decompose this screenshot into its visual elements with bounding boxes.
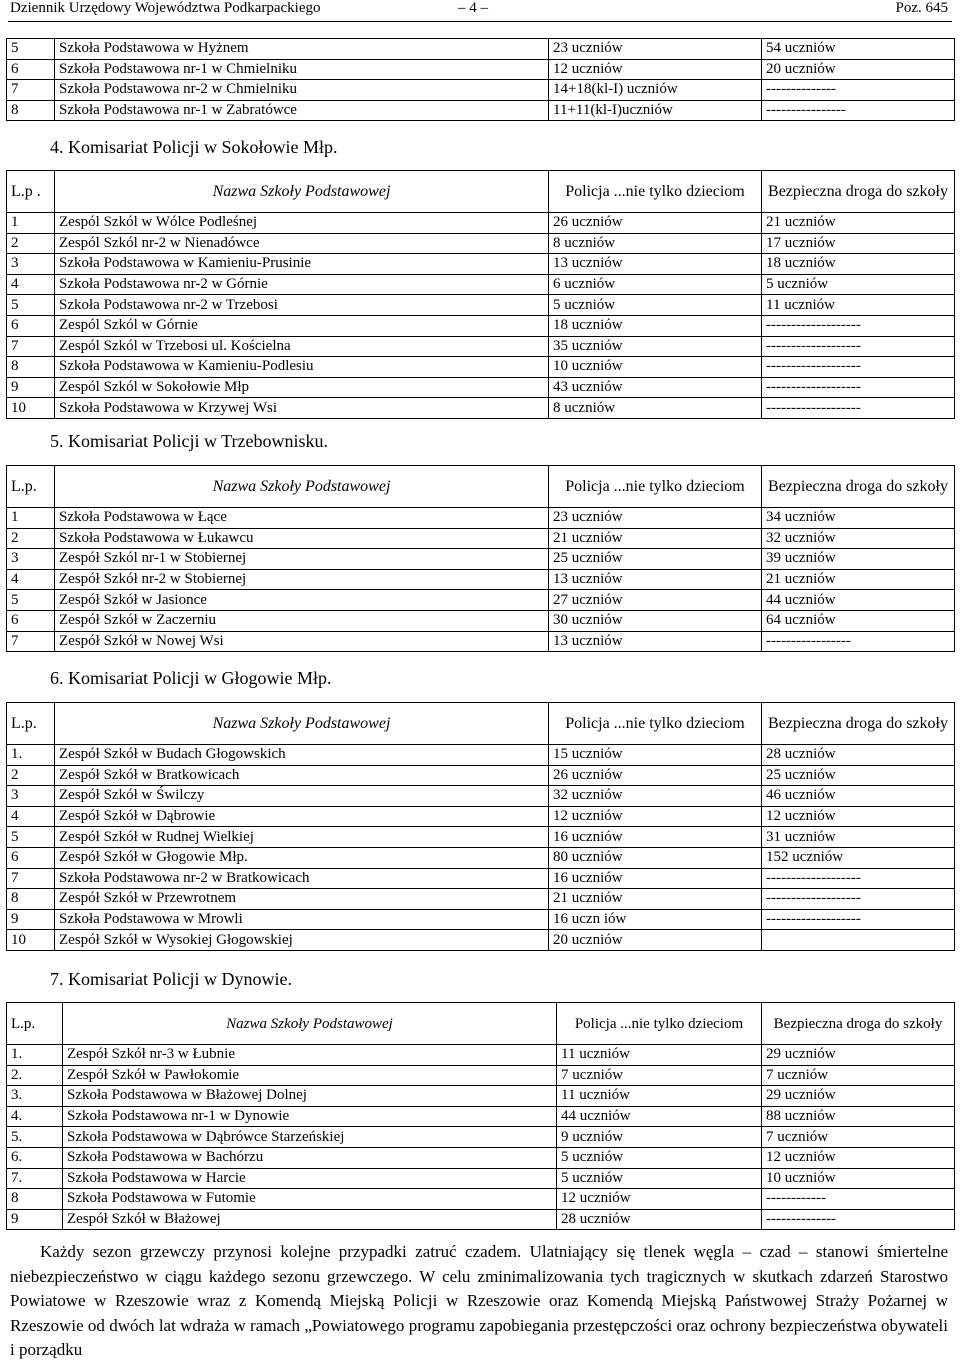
row-lp: 1.	[7, 1045, 63, 1066]
row-school-name: Szkoła Podstawowa nr-2 w Bratkowicach	[55, 868, 549, 889]
table-header-row	[7, 703, 955, 745]
row-road-count: 88 uczniów	[762, 1106, 955, 1127]
row-lp: 8	[7, 100, 55, 121]
row-police-count: 11 uczniów	[557, 1045, 762, 1066]
row-school-name: Zespół Szkół w Budach Głogowskich	[55, 745, 549, 766]
row-school-name: Szkoła Podstawowa w Łukawcu	[55, 528, 549, 549]
header-page-number: – 4 –	[458, 0, 488, 16]
table-row	[7, 528, 955, 549]
page-header	[0, 0, 960, 22]
row-road-count: -------------------	[762, 398, 955, 419]
row-lp: 5	[7, 295, 55, 316]
table-row	[7, 1127, 955, 1148]
row-school-name: Zespół Szkół w Świlczy	[55, 786, 549, 807]
table-row	[7, 847, 955, 868]
row-road-count: 46 uczniów	[762, 786, 955, 807]
table-row	[7, 295, 955, 316]
row-lp: 2.	[7, 1065, 63, 1086]
column-header-lp: L.p .	[7, 171, 55, 213]
school-table-dynow	[6, 1002, 955, 1230]
table-row	[7, 274, 955, 295]
table-row	[7, 1147, 955, 1168]
column-header-name: Nazwa Szkoły Podstawowej	[55, 703, 549, 745]
row-road-count: 39 uczniów	[762, 549, 955, 570]
row-school-name: Zespół Szkół w Pawłokomie	[63, 1065, 557, 1086]
row-lp: 9	[7, 377, 55, 398]
column-header-road: Bezpieczna droga do szkoły	[762, 171, 955, 213]
row-school-name: Szkoła Podstawowa nr-2 w Górnie	[55, 274, 549, 295]
table-row	[7, 508, 955, 529]
row-school-name: Zespół Szkół nr-3 w Łubnie	[63, 1045, 557, 1066]
table-row	[7, 590, 955, 611]
row-road-count: 7 uczniów	[762, 1127, 955, 1148]
row-school-name: Szkoła Podstawowa w Łące	[55, 508, 549, 529]
school-table-continued	[6, 38, 955, 121]
row-police-count: 21 uczniów	[549, 889, 762, 910]
column-header-police: Policja ...nie tylko dzieciom	[557, 1003, 762, 1045]
row-school-name: Szkoła Podstawowa nr-1 w Dynowie	[63, 1106, 557, 1127]
row-police-count: 8 uczniów	[549, 398, 762, 419]
row-police-count: 11+11(kl-I)uczniów	[549, 100, 762, 121]
school-table-glogow	[6, 702, 955, 951]
row-lp: 5	[7, 590, 55, 611]
row-police-count: 13 uczniów	[549, 631, 762, 652]
row-road-count: ----------------	[762, 100, 955, 121]
row-lp: 3.	[7, 1086, 63, 1107]
row-school-name: Szkoła Podstawowa nr-2 w Chmielniku	[55, 80, 549, 101]
row-police-count: 28 uczniów	[557, 1209, 762, 1230]
row-police-count: 15 uczniów	[549, 745, 762, 766]
row-road-count: -------------------	[762, 315, 955, 336]
table-header-row	[7, 171, 955, 213]
row-road-count: -------------------	[762, 336, 955, 357]
paragraph-text: Każdy sezon grzewczy przynosi kolejne przypadki zatruć czadem. Ulatniający się tlenek węgla – czad – stanowi śmiertelne niebezpieczeństwo w ciągu każdego sezonu grzewczego. W celu zminimalizowania tych tragicznych w skutkach zdarzeń Starostwo Powiatowe w Rzeszowie wraz z Komendą Miejską Policji w Rzeszowie oraz Komendą Miejską Państwowej Straży Pożarnej w Rzeszowie od dwóch lat wdraża w ramach „Powiatowego programu zapobiegania przestępczości oraz ochrony bezpieczeństwa obywateli i porządku	[10, 1242, 948, 1360]
row-road-count: 20 uczniów	[762, 59, 955, 80]
row-lp: 6	[7, 847, 55, 868]
row-road-count: 17 uczniów	[762, 233, 955, 254]
table-row	[7, 336, 955, 357]
row-road-count: 29 uczniów	[762, 1045, 955, 1066]
table-row	[7, 745, 955, 766]
row-police-count: 43 uczniów	[549, 377, 762, 398]
row-road-count: -----------------	[762, 631, 955, 652]
row-lp: 7	[7, 631, 55, 652]
row-road-count: -------------------	[762, 909, 955, 930]
table-row	[7, 315, 955, 336]
row-police-count: 8 uczniów	[549, 233, 762, 254]
row-road-count: -------------------	[762, 357, 955, 378]
row-lp: 3	[7, 254, 55, 275]
table-row	[7, 213, 955, 234]
row-police-count: 16 uczn iów	[549, 909, 762, 930]
column-header-name: Nazwa Szkoły Podstawowej	[55, 171, 549, 213]
row-police-count: 26 uczniów	[549, 765, 762, 786]
row-lp: 3	[7, 549, 55, 570]
row-lp: 2	[7, 528, 55, 549]
row-school-name: Zespół Szkół w Rudnej Wielkiej	[55, 827, 549, 848]
row-road-count: 10 uczniów	[762, 1168, 955, 1189]
row-school-name: Zespół Szkół w Bratkowicach	[55, 765, 549, 786]
column-header-police: Policja ...nie tylko dzieciom	[549, 703, 762, 745]
table-row	[7, 1045, 955, 1066]
row-school-name: Szkoła Podstawowa w Błażowej Dolnej	[63, 1086, 557, 1107]
row-school-name: Szkoła Podstawowa w Futomie	[63, 1189, 557, 1210]
row-road-count: ------------	[762, 1189, 955, 1210]
row-lp: 6.	[7, 1147, 63, 1168]
row-lp: 8	[7, 889, 55, 910]
table-row	[7, 80, 955, 101]
row-lp: 5.	[7, 1127, 63, 1148]
row-lp: 3	[7, 786, 55, 807]
row-police-count: 20 uczniów	[549, 930, 762, 951]
table-row	[7, 1209, 955, 1230]
table-row	[7, 569, 955, 590]
table-row	[7, 930, 955, 951]
table-header-row	[7, 466, 955, 508]
row-police-count: 12 uczniów	[557, 1189, 762, 1210]
table-row	[7, 765, 955, 786]
row-lp: 4	[7, 274, 55, 295]
row-school-name: Szkoła Podstawowa w Krzywej Wsi	[55, 398, 549, 419]
row-lp: 8	[7, 357, 55, 378]
table-row	[7, 827, 955, 848]
row-road-count: 28 uczniów	[762, 745, 955, 766]
row-police-count: 5 uczniów	[557, 1147, 762, 1168]
row-road-count: 152 uczniów	[762, 847, 955, 868]
row-school-name: Zespół Szkół w Zaczerniu	[55, 610, 549, 631]
table-row	[7, 254, 955, 275]
row-school-name: Zespół Szkół w Jasionce	[55, 590, 549, 611]
row-police-count: 9 uczniów	[557, 1127, 762, 1148]
column-header-lp: L.p.	[7, 466, 55, 508]
table-row	[7, 786, 955, 807]
table-row	[7, 100, 955, 121]
column-header-name: Nazwa Szkoły Podstawowej	[55, 466, 549, 508]
header-rule	[8, 21, 952, 22]
row-police-count: 14+18(kl-I) uczniów	[549, 80, 762, 101]
row-lp: 1	[7, 213, 55, 234]
row-school-name: Zespół Szkół nr-2 w Stobiernej	[55, 569, 549, 590]
row-lp: 9	[7, 909, 55, 930]
table-row	[7, 909, 955, 930]
row-school-name: Szkoła Podstawowa w Kamieniu-Prusinie	[55, 254, 549, 275]
row-police-count: 23 uczniów	[549, 39, 762, 60]
row-lp: 1	[7, 508, 55, 529]
row-school-name: Zespół Szkół w Głogowie Młp.	[55, 847, 549, 868]
table-row	[7, 549, 955, 570]
row-police-count: 25 uczniów	[549, 549, 762, 570]
row-road-count: 21 uczniów	[762, 569, 955, 590]
row-police-count: 10 uczniów	[549, 357, 762, 378]
table-row	[7, 377, 955, 398]
table-row	[7, 610, 955, 631]
row-road-count: 18 uczniów	[762, 254, 955, 275]
row-school-name: Szkoła Podstawowa w Harcie	[63, 1168, 557, 1189]
row-school-name: Zespól Szkól w Trzebosi ul. Kościelna	[55, 336, 549, 357]
row-police-count: 18 uczniów	[549, 315, 762, 336]
row-police-count: 11 uczniów	[557, 1086, 762, 1107]
column-header-road: Bezpieczna droga do szkoły	[762, 466, 955, 508]
row-school-name: Zespól Szkól w Sokołowie Młp	[55, 377, 549, 398]
row-school-name: Zespól Szkól w Górnie	[55, 315, 549, 336]
row-road-count: -------------------	[762, 868, 955, 889]
row-lp: 9	[7, 1209, 63, 1230]
row-lp: 2	[7, 233, 55, 254]
section-title-dynow: 7. Komisariat Policji w Dynowie.	[50, 969, 292, 989]
column-header-road: Bezpieczna droga do szkoły	[762, 1003, 955, 1045]
row-lp: 6	[7, 610, 55, 631]
row-road-count: 64 uczniów	[762, 610, 955, 631]
row-school-name: Szkoła Podstawowa w Kamieniu-Podlesiu	[55, 357, 549, 378]
row-school-name: Zespół Szkół w Przewrotnem	[55, 889, 549, 910]
row-road-count: --------------	[762, 80, 955, 101]
row-lp: 4	[7, 806, 55, 827]
row-road-count: 25 uczniów	[762, 765, 955, 786]
row-police-count: 12 uczniów	[549, 59, 762, 80]
column-header-lp: L.p.	[7, 1003, 63, 1045]
table-row	[7, 39, 955, 60]
header-position: Poz. 645	[895, 0, 948, 16]
row-school-name: Szkoła Podstawowa w Hyżnem	[55, 39, 549, 60]
row-school-name: Szkoła Podstawowa nr-1 w Zabratówce	[55, 100, 549, 121]
row-police-count: 27 uczniów	[549, 590, 762, 611]
row-police-count: 16 uczniów	[549, 827, 762, 848]
column-header-lp: L.p.	[7, 703, 55, 745]
row-road-count: 7 uczniów	[762, 1065, 955, 1086]
school-table-trzebownisko	[6, 465, 955, 652]
column-header-name: Nazwa Szkoły Podstawowej	[63, 1003, 557, 1045]
row-police-count: 21 uczniów	[549, 528, 762, 549]
row-lp: 2	[7, 765, 55, 786]
row-police-count: 12 uczniów	[549, 806, 762, 827]
row-lp: 5	[7, 39, 55, 60]
row-police-count: 5 uczniów	[557, 1168, 762, 1189]
row-school-name: Szkoła Podstawowa w Dąbrówce Starzeńskiej	[63, 1127, 557, 1148]
table-row	[7, 1086, 955, 1107]
row-road-count: 34 uczniów	[762, 508, 955, 529]
row-police-count: 6 uczniów	[549, 274, 762, 295]
row-school-name: Zespól Szkól nr-2 w Nienadówce	[55, 233, 549, 254]
table-row	[7, 1189, 955, 1210]
row-lp: 7	[7, 80, 55, 101]
table-row	[7, 806, 955, 827]
section-title-trzebownisko: 5. Komisariat Policji w Trzebownisku.	[50, 431, 328, 451]
row-school-name: Zespół Szkół w Dąbrowie	[55, 806, 549, 827]
row-police-count: 26 uczniów	[549, 213, 762, 234]
table-row	[7, 631, 955, 652]
table-row	[7, 1168, 955, 1189]
row-road-count: -------------------	[762, 889, 955, 910]
row-police-count: 13 uczniów	[549, 569, 762, 590]
column-header-road: Bezpieczna droga do szkoły	[762, 703, 955, 745]
row-lp: 8	[7, 1189, 63, 1210]
row-lp: 1.	[7, 745, 55, 766]
column-header-police: Policja ...nie tylko dzieciom	[549, 466, 762, 508]
header-journal-title: Dziennik Urzędowy Województwa Podkarpackiego	[10, 0, 321, 16]
table-row	[7, 233, 955, 254]
row-lp: 10	[7, 930, 55, 951]
row-police-count: 80 uczniów	[549, 847, 762, 868]
row-road-count: 29 uczniów	[762, 1086, 955, 1107]
table-row	[7, 398, 955, 419]
section-title-sokolow: 4. Komisariat Policji w Sokołowie Młp.	[50, 137, 338, 157]
table-row	[7, 357, 955, 378]
row-school-name: Zespół Szkól nr-1 w Stobiernej	[55, 549, 549, 570]
row-lp: 10	[7, 398, 55, 419]
column-header-police: Policja ...nie tylko dzieciom	[549, 171, 762, 213]
row-police-count: 44 uczniów	[557, 1106, 762, 1127]
row-school-name: Zespół Szkół w Błażowej	[63, 1209, 557, 1230]
row-lp: 4.	[7, 1106, 63, 1127]
row-lp: 5	[7, 827, 55, 848]
row-police-count: 30 uczniów	[549, 610, 762, 631]
row-police-count: 13 uczniów	[549, 254, 762, 275]
row-police-count: 23 uczniów	[549, 508, 762, 529]
school-table-sokolow	[6, 170, 955, 419]
row-road-count: 5 uczniów	[762, 274, 955, 295]
row-road-count: 12 uczniów	[762, 806, 955, 827]
table-header-row	[7, 1003, 955, 1045]
row-road-count: 21 uczniów	[762, 213, 955, 234]
table-row	[7, 1065, 955, 1086]
row-police-count: 32 uczniów	[549, 786, 762, 807]
row-school-name: Szkoła Podstawowa w Bachórzu	[63, 1147, 557, 1168]
row-road-count: 32 uczniów	[762, 528, 955, 549]
row-road-count: 11 uczniów	[762, 295, 955, 316]
row-road-count: 12 uczniów	[762, 1147, 955, 1168]
row-road-count: 31 uczniów	[762, 827, 955, 848]
row-lp: 4	[7, 569, 55, 590]
table-row	[7, 868, 955, 889]
row-road-count: 44 uczniów	[762, 590, 955, 611]
row-school-name: Zespół Szkół w Wysokiej Głogowskiej	[55, 930, 549, 951]
row-school-name: Zespól Szkól w Wólce Podleśnej	[55, 213, 549, 234]
table-row	[7, 889, 955, 910]
section-title-glogow: 6. Komisariat Policji w Głogowie Młp.	[50, 668, 332, 688]
row-lp: 7.	[7, 1168, 63, 1189]
row-police-count: 35 uczniów	[549, 336, 762, 357]
row-school-name: Szkoła Podstawowa nr-1 w Chmielniku	[55, 59, 549, 80]
row-road-count	[762, 930, 955, 951]
row-road-count: --------------	[762, 1209, 955, 1230]
body-paragraph	[10, 1240, 948, 1363]
row-police-count: 5 uczniów	[549, 295, 762, 316]
row-school-name: Szkoła Podstawowa nr-2 w Trzebosi	[55, 295, 549, 316]
row-lp: 7	[7, 868, 55, 889]
row-school-name: Zespół Szkół w Nowej Wsi	[55, 631, 549, 652]
row-road-count: -------------------	[762, 377, 955, 398]
row-school-name: Szkoła Podstawowa w Mrowli	[55, 909, 549, 930]
row-lp: 6	[7, 59, 55, 80]
row-police-count: 16 uczniów	[549, 868, 762, 889]
row-lp: 6	[7, 315, 55, 336]
row-police-count: 7 uczniów	[557, 1065, 762, 1086]
table-row	[7, 1106, 955, 1127]
table-row	[7, 59, 955, 80]
row-lp: 7	[7, 336, 55, 357]
row-road-count: 54 uczniów	[762, 39, 955, 60]
